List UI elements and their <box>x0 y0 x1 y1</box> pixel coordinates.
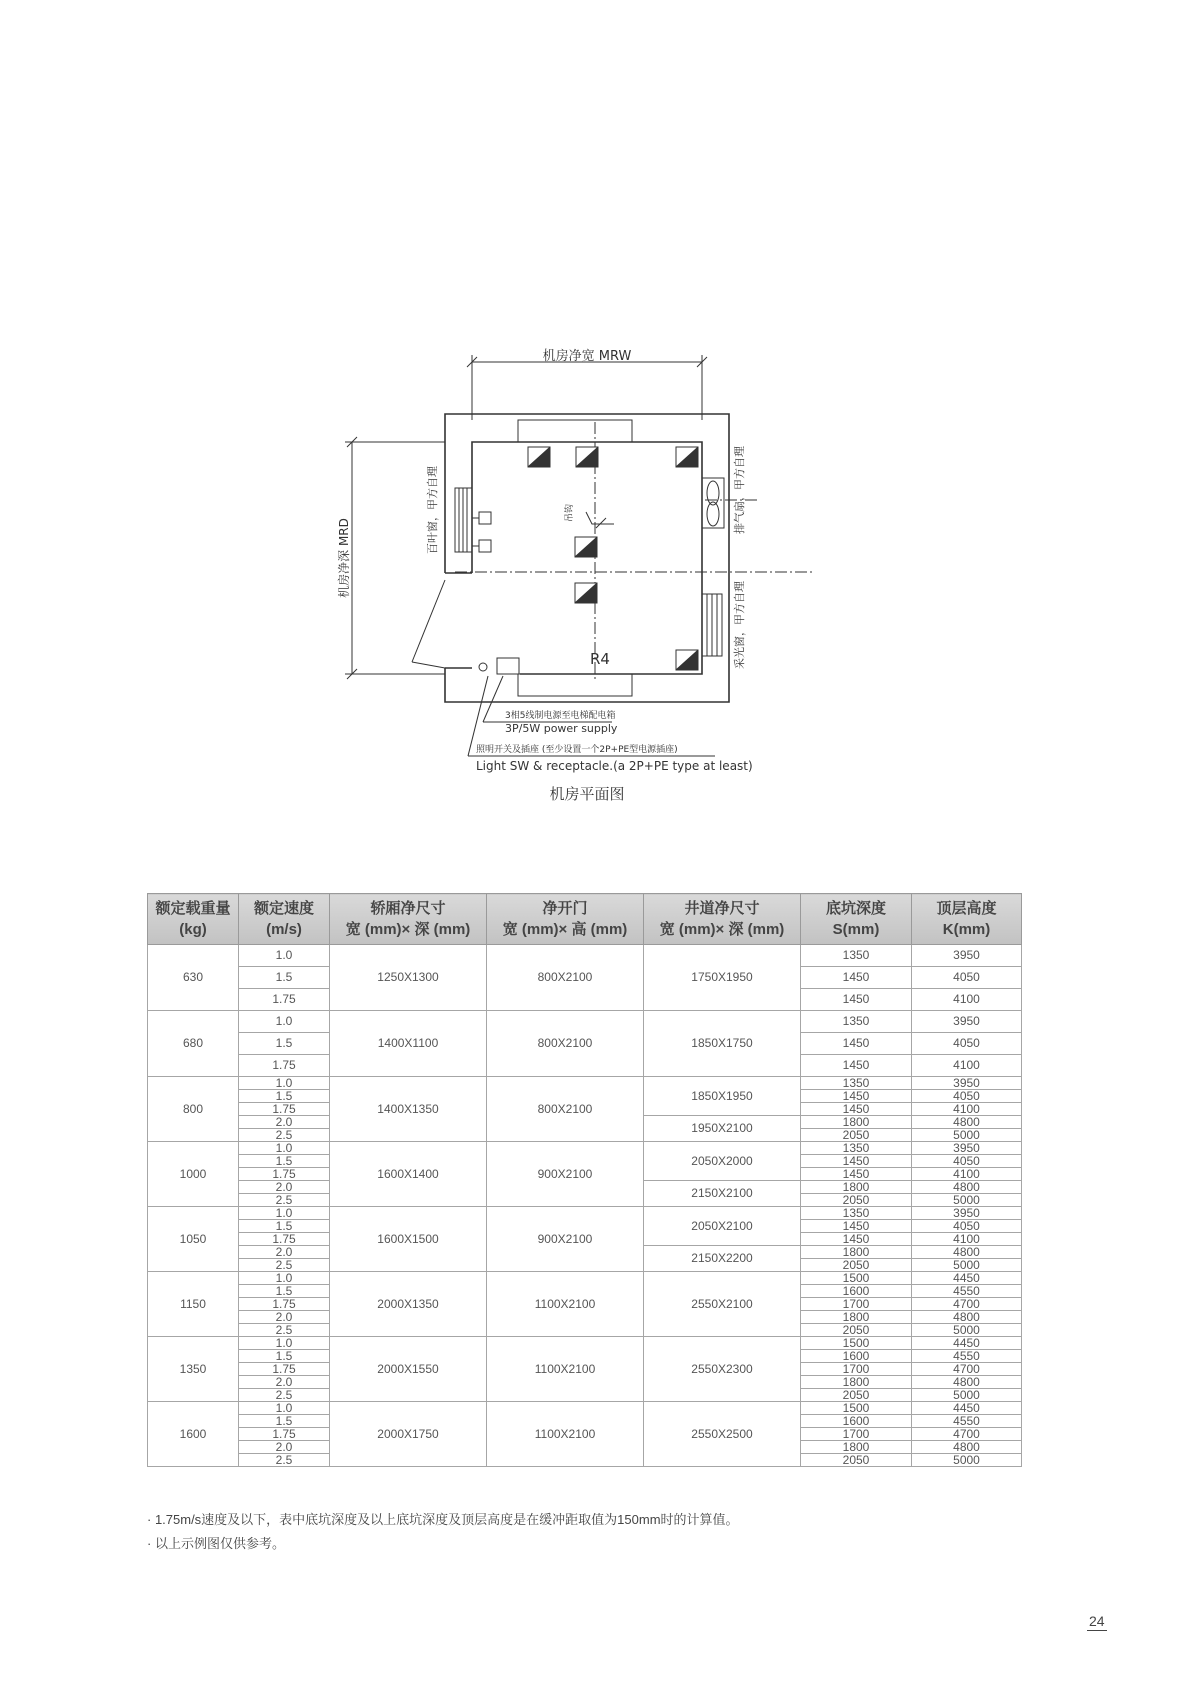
pit-depth-cell: 1800 <box>801 1181 912 1194</box>
pit-depth-cell: 2050 <box>801 1129 912 1142</box>
header-overhead: 顶层高度 K(mm) <box>912 894 1022 945</box>
mrd-label: 机房净深 MRD <box>337 518 351 598</box>
overhead-cell: 3950 <box>912 945 1022 967</box>
pit-depth-cell: 1350 <box>801 1011 912 1033</box>
overhead-cell: 4550 <box>912 1285 1022 1298</box>
speed-cell: 1.5 <box>239 1415 330 1428</box>
header-door-size: 净开门 宽 (mm)× 高 (mm) <box>487 894 644 945</box>
door-size-cell: 1100X2100 <box>487 1402 644 1467</box>
pit-depth-cell: 1350 <box>801 945 912 967</box>
car-size-cell: 2000X1350 <box>330 1272 487 1337</box>
pit-depth-cell: 1450 <box>801 1055 912 1077</box>
load-cell: 1350 <box>148 1337 239 1402</box>
load-cell: 630 <box>148 945 239 1011</box>
overhead-cell: 4050 <box>912 1155 1022 1168</box>
pit-depth-cell: 1600 <box>801 1350 912 1363</box>
hook-label: 吊钩 <box>565 503 575 523</box>
pit-depth-cell: 1800 <box>801 1116 912 1129</box>
shaft-size-cell: 2550X2300 <box>644 1337 801 1402</box>
pit-depth-cell: 2050 <box>801 1389 912 1402</box>
load-cell: 1050 <box>148 1207 239 1272</box>
elevator-spec-table <box>147 893 1022 1467</box>
shaft-size-cell: 2550X2100 <box>644 1272 801 1337</box>
door-size-cell: 900X2100 <box>487 1142 644 1207</box>
pit-depth-cell: 1500 <box>801 1402 912 1415</box>
speed-cell: 1.5 <box>239 1285 330 1298</box>
speed-cell: 1.0 <box>239 1011 330 1033</box>
shaft-size-cell: 1850X1750 <box>644 1011 801 1077</box>
speed-cell: 1.5 <box>239 967 330 989</box>
speed-cell: 1.75 <box>239 1363 330 1376</box>
speed-cell: 2.0 <box>239 1246 330 1259</box>
pit-depth-cell: 1800 <box>801 1246 912 1259</box>
table-row <box>148 1142 1022 1155</box>
shaft-size-cell: 2550X2500 <box>644 1402 801 1467</box>
header-shaft-size: 井道净尺寸 宽 (mm)× 深 (mm) <box>644 894 801 945</box>
door-size-cell: 1100X2100 <box>487 1272 644 1337</box>
door-size-cell: 1100X2100 <box>487 1337 644 1402</box>
footnote: · 1.75m/s速度及以下，表中底坑深度及以上底坑深度及顶层高度是在缓冲距取值为150mm时的计算值。 <box>147 1512 739 1527</box>
header-load: 额定载重量 (kg) <box>148 894 239 945</box>
shaft-size-cell: 2050X2100 <box>644 1207 801 1246</box>
table-header-row <box>148 894 1022 945</box>
speed-cell: 1.75 <box>239 1428 330 1441</box>
machine-room-plan-drawing <box>0 0 1200 820</box>
footnotes <box>147 1508 739 1556</box>
speed-cell: 1.0 <box>239 945 330 967</box>
r4-label: R4 <box>590 650 610 668</box>
overhead-cell: 4800 <box>912 1181 1022 1194</box>
car-size-cell: 2000X1750 <box>330 1402 487 1467</box>
table-row <box>148 1207 1022 1220</box>
speed-cell: 1.75 <box>239 989 330 1011</box>
overhead-cell: 5000 <box>912 1129 1022 1142</box>
speed-cell: 2.0 <box>239 1116 330 1129</box>
overhead-cell: 4450 <box>912 1337 1022 1350</box>
overhead-cell: 4050 <box>912 967 1022 989</box>
table-row <box>148 1402 1022 1415</box>
shaft-size-cell: 1850X1950 <box>644 1077 801 1116</box>
speed-cell: 1.0 <box>239 1272 330 1285</box>
overhead-cell: 4700 <box>912 1363 1022 1376</box>
shaft-size-cell: 2150X2200 <box>644 1246 801 1272</box>
pit-depth-cell: 1800 <box>801 1311 912 1324</box>
overhead-cell: 4050 <box>912 1033 1022 1055</box>
pit-depth-cell: 1450 <box>801 967 912 989</box>
header-pit-depth: 底坑深度 S(mm) <box>801 894 912 945</box>
car-size-cell: 1250X1300 <box>330 945 487 1011</box>
shaft-size-cell: 2150X2100 <box>644 1181 801 1207</box>
light-note-en: Light SW & receptacle.(a 2P+PE type at least) <box>476 759 753 773</box>
overhead-cell: 5000 <box>912 1324 1022 1337</box>
speed-cell: 1.0 <box>239 1337 330 1350</box>
pit-depth-cell: 1600 <box>801 1415 912 1428</box>
speed-cell: 1.0 <box>239 1207 330 1220</box>
pit-depth-cell: 1600 <box>801 1285 912 1298</box>
car-size-cell: 2000X1550 <box>330 1337 487 1402</box>
door-size-cell: 800X2100 <box>487 1011 644 1077</box>
door-size-cell: 800X2100 <box>487 945 644 1011</box>
pit-depth-cell: 1350 <box>801 1207 912 1220</box>
pit-depth-cell: 2050 <box>801 1259 912 1272</box>
speed-cell: 2.5 <box>239 1454 330 1467</box>
speed-cell: 1.0 <box>239 1142 330 1155</box>
table-row <box>148 1077 1022 1090</box>
overhead-cell: 4100 <box>912 1168 1022 1181</box>
overhead-cell: 4800 <box>912 1246 1022 1259</box>
speed-cell: 2.5 <box>239 1259 330 1272</box>
table-row <box>148 1337 1022 1350</box>
mrw-label: 机房净宽 MRW <box>542 349 632 364</box>
overhead-cell: 4800 <box>912 1311 1022 1324</box>
pit-depth-cell: 1350 <box>801 1142 912 1155</box>
shaft-size-cell: 1950X2100 <box>644 1116 801 1142</box>
pit-depth-cell: 1450 <box>801 1103 912 1116</box>
pit-depth-cell: 1450 <box>801 989 912 1011</box>
speed-cell: 1.5 <box>239 1033 330 1055</box>
footnote: · 以上示例图仅供参考。 <box>147 1536 285 1551</box>
speed-cell: 1.75 <box>239 1103 330 1116</box>
load-cell: 1600 <box>148 1402 239 1467</box>
pit-depth-cell: 1500 <box>801 1337 912 1350</box>
speed-cell: 2.0 <box>239 1376 330 1389</box>
overhead-cell: 4100 <box>912 1233 1022 1246</box>
speed-cell: 2.5 <box>239 1129 330 1142</box>
overhead-cell: 3950 <box>912 1142 1022 1155</box>
speed-cell: 2.0 <box>239 1441 330 1454</box>
page-number: 24 <box>1089 1613 1105 1629</box>
power-note-cn: 3相5线制电源至电梯配电箱 <box>505 711 616 721</box>
overhead-cell: 4100 <box>912 1055 1022 1077</box>
overhead-cell: 4450 <box>912 1272 1022 1285</box>
pit-depth-cell: 1450 <box>801 1233 912 1246</box>
pit-depth-cell: 1700 <box>801 1428 912 1441</box>
left-window-note: 百叶窗，甲方自理 <box>426 466 439 554</box>
overhead-cell: 5000 <box>912 1259 1022 1272</box>
table-row <box>148 1272 1022 1285</box>
drawing-title: 机房平面图 <box>549 785 625 803</box>
pit-depth-cell: 1450 <box>801 1090 912 1103</box>
overhead-cell: 4800 <box>912 1376 1022 1389</box>
table-row <box>148 945 1022 967</box>
overhead-cell: 3950 <box>912 1077 1022 1090</box>
speed-cell: 2.5 <box>239 1194 330 1207</box>
shaft-size-cell: 1750X1950 <box>644 945 801 1011</box>
speed-cell: 1.0 <box>239 1402 330 1415</box>
exhaust-fan-note: 排气扇，甲方自理 <box>733 446 746 534</box>
car-size-cell: 1400X1350 <box>330 1077 487 1142</box>
pit-depth-cell: 1800 <box>801 1441 912 1454</box>
speed-cell: 1.5 <box>239 1155 330 1168</box>
speed-cell: 1.75 <box>239 1233 330 1246</box>
pit-depth-cell: 1450 <box>801 1033 912 1055</box>
shaft-size-cell: 2050X2000 <box>644 1142 801 1181</box>
header-car-size: 轿厢净尺寸 宽 (mm)× 深 (mm) <box>330 894 487 945</box>
load-cell: 800 <box>148 1077 239 1142</box>
speed-cell: 1.75 <box>239 1055 330 1077</box>
table-row <box>148 1011 1022 1033</box>
overhead-cell: 4050 <box>912 1220 1022 1233</box>
pit-depth-cell: 2050 <box>801 1454 912 1467</box>
load-cell: 680 <box>148 1011 239 1077</box>
overhead-cell: 4800 <box>912 1441 1022 1454</box>
header-speed: 额定速度 (m/s) <box>239 894 330 945</box>
door-size-cell: 800X2100 <box>487 1077 644 1142</box>
speed-cell: 2.0 <box>239 1311 330 1324</box>
pit-depth-cell: 2050 <box>801 1324 912 1337</box>
car-size-cell: 1600X1500 <box>330 1207 487 1272</box>
pit-depth-cell: 1450 <box>801 1220 912 1233</box>
pit-depth-cell: 2050 <box>801 1194 912 1207</box>
overhead-cell: 4700 <box>912 1298 1022 1311</box>
door-size-cell: 900X2100 <box>487 1207 644 1272</box>
speed-cell: 1.75 <box>239 1298 330 1311</box>
speed-cell: 2.5 <box>239 1389 330 1402</box>
speed-cell: 1.0 <box>239 1077 330 1090</box>
overhead-cell: 4100 <box>912 1103 1022 1116</box>
overhead-cell: 5000 <box>912 1454 1022 1467</box>
speed-cell: 2.5 <box>239 1324 330 1337</box>
pit-depth-cell: 1800 <box>801 1376 912 1389</box>
overhead-cell: 5000 <box>912 1389 1022 1402</box>
overhead-cell: 4450 <box>912 1402 1022 1415</box>
car-size-cell: 1400X1100 <box>330 1011 487 1077</box>
speed-cell: 1.5 <box>239 1350 330 1363</box>
pit-depth-cell: 1350 <box>801 1077 912 1090</box>
light-window-note: 采光窗，甲方自理 <box>733 581 746 669</box>
overhead-cell: 4550 <box>912 1415 1022 1428</box>
pit-depth-cell: 1700 <box>801 1363 912 1376</box>
overhead-cell: 4550 <box>912 1350 1022 1363</box>
load-cell: 1150 <box>148 1272 239 1337</box>
speed-cell: 1.75 <box>239 1168 330 1181</box>
load-cell: 1000 <box>148 1142 239 1207</box>
pit-depth-cell: 1500 <box>801 1272 912 1285</box>
overhead-cell: 4100 <box>912 989 1022 1011</box>
speed-cell: 1.5 <box>239 1090 330 1103</box>
speed-cell: 1.5 <box>239 1220 330 1233</box>
pit-depth-cell: 1700 <box>801 1298 912 1311</box>
car-size-cell: 1600X1400 <box>330 1142 487 1207</box>
overhead-cell: 5000 <box>912 1194 1022 1207</box>
overhead-cell: 4700 <box>912 1428 1022 1441</box>
overhead-cell: 4050 <box>912 1090 1022 1103</box>
speed-cell: 2.0 <box>239 1181 330 1194</box>
overhead-cell: 3950 <box>912 1011 1022 1033</box>
overhead-cell: 3950 <box>912 1207 1022 1220</box>
light-note-cn: 照明开关及插座 (至少设置一个2P+PE型电源插座) <box>476 745 678 755</box>
overhead-cell: 4800 <box>912 1116 1022 1129</box>
power-note-en: 3P/5W power supply <box>505 722 618 735</box>
pit-depth-cell: 1450 <box>801 1155 912 1168</box>
pit-depth-cell: 1450 <box>801 1168 912 1181</box>
